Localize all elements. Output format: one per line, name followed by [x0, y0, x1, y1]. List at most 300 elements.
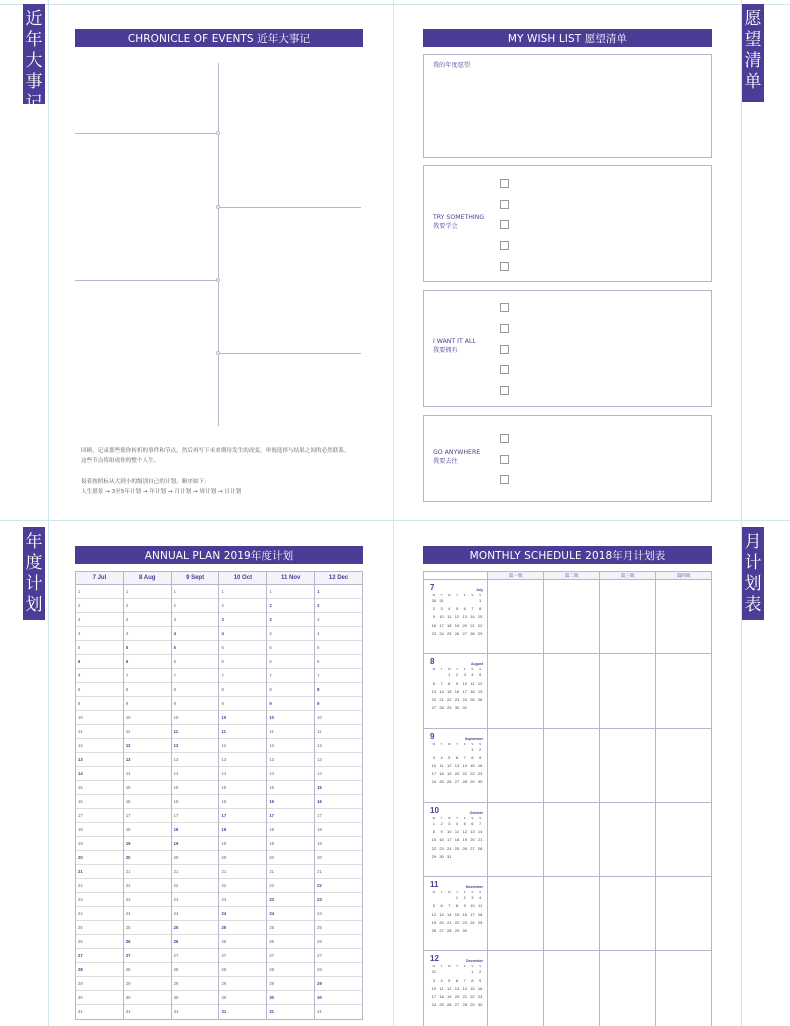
annual-day-cell[interactable]: 1: [219, 585, 266, 599]
annual-day-cell[interactable]: 27: [315, 949, 362, 963]
mini-calendar-month-number: 11: [430, 880, 439, 890]
annual-day-cell[interactable]: 25: [76, 921, 123, 935]
mini-calendar-day: [476, 853, 484, 861]
annual-day-cell[interactable]: 28: [315, 963, 362, 977]
week-cell[interactable]: [544, 580, 600, 653]
week-cell[interactable]: [600, 654, 656, 727]
annual-month-label: 7 Jul: [76, 572, 124, 584]
week-cell[interactable]: [544, 877, 600, 950]
annual-day-cell[interactable]: 13: [124, 753, 171, 767]
annual-day-cell[interactable]: 5: [315, 641, 362, 655]
mini-calendar-day: 28: [447, 928, 452, 933]
annual-day-cell[interactable]: 16: [76, 795, 123, 809]
annual-day-cell[interactable]: 4: [219, 627, 266, 641]
wish-section-en: I WANT IT ALL: [433, 338, 476, 345]
mini-calendar-month-name: September: [464, 736, 483, 741]
annual-day-cell[interactable]: 30: [267, 991, 314, 1005]
annual-day-cell[interactable]: 20: [124, 851, 171, 865]
annual-day-cell[interactable]: 31: [269, 1009, 274, 1014]
wish-checkbox[interactable]: [500, 386, 509, 395]
week-cell[interactable]: [544, 803, 600, 876]
annual-day-cell[interactable]: 25: [267, 921, 314, 935]
annual-day-cell[interactable]: 6: [172, 655, 219, 669]
week-cell[interactable]: [544, 654, 600, 727]
wish-checkbox[interactable]: [500, 434, 509, 443]
mini-calendar-day: 19: [447, 771, 452, 777]
mini-calendar: [424, 951, 488, 1025]
wish-section-zh: 我要去往: [433, 458, 458, 465]
mini-calendar-day: [469, 853, 477, 861]
annual-day-cell[interactable]: 2: [219, 599, 266, 613]
annual-day-cell[interactable]: 25: [124, 921, 171, 935]
annual-day-cell[interactable]: 28: [219, 963, 266, 977]
annual-day-cell[interactable]: 8: [172, 683, 219, 697]
annual-day-cell[interactable]: 7: [124, 669, 171, 683]
annual-day-cell[interactable]: 5: [219, 641, 266, 655]
week-cell[interactable]: [488, 803, 544, 876]
annual-day-cell[interactable]: 12: [315, 739, 362, 753]
annual-day-cell[interactable]: 22: [219, 879, 266, 893]
mini-calendar-day: 9: [463, 903, 466, 909]
annual-day-cell[interactable]: 1: [267, 585, 314, 599]
annual-day-cell[interactable]: 18: [315, 823, 362, 837]
annual-day-cell[interactable]: 30: [76, 991, 123, 1005]
annual-day-cell[interactable]: 13: [76, 753, 123, 767]
annual-day-cell[interactable]: 27: [124, 949, 171, 963]
mini-calendar-day: 6: [432, 680, 435, 686]
annual-day-cell[interactable]: 30: [219, 991, 266, 1005]
annual-day-cell[interactable]: 1: [76, 585, 123, 599]
annual-day-cell[interactable]: 21: [172, 865, 219, 879]
annual-day-cell[interactable]: 2: [76, 599, 123, 613]
annual-day-cell[interactable]: 15: [219, 781, 266, 795]
annual-day-cell[interactable]: 25: [172, 921, 219, 935]
annual-day-cell[interactable]: 11: [219, 725, 266, 739]
annual-day-cell[interactable]: 27: [76, 949, 123, 963]
annual-day-cell[interactable]: 7: [172, 669, 219, 683]
annual-day-cell[interactable]: 5: [76, 641, 123, 655]
annual-day-cell[interactable]: 20: [76, 851, 123, 865]
mini-calendar-day: 12: [462, 829, 467, 835]
mini-calendar-day: 12: [447, 985, 452, 991]
annual-day-cell[interactable]: 23: [315, 893, 362, 907]
week-cell[interactable]: [656, 877, 711, 950]
annual-day-cell[interactable]: 3: [267, 613, 314, 627]
mini-calendar-day: 3: [463, 672, 466, 678]
week-cell[interactable]: [600, 803, 656, 876]
annual-day-cell[interactable]: 30: [315, 991, 362, 1005]
annual-day-cell[interactable]: 12: [172, 739, 219, 753]
annual-day-cell[interactable]: 30: [124, 991, 171, 1005]
annual-day-cell[interactable]: 20: [172, 851, 219, 865]
annual-day-cell[interactable]: 10: [267, 711, 314, 725]
guide-line: [741, 0, 742, 1026]
mini-calendar-day: 22: [431, 845, 437, 851]
week-cell[interactable]: [600, 951, 656, 1025]
annual-day-cell[interactable]: 31: [221, 1009, 227, 1014]
annual-day-cell[interactable]: 13: [315, 753, 362, 767]
annual-day-cell[interactable]: 2: [172, 599, 219, 613]
weekday-label: W: [447, 890, 451, 895]
annual-day-cell[interactable]: 30: [172, 991, 219, 1005]
annual-day-cell[interactable]: 10: [219, 711, 266, 725]
annual-day-cell[interactable]: 24: [76, 907, 123, 921]
annual-day-cell[interactable]: 17: [76, 809, 123, 823]
annual-day-cell[interactable]: 26: [219, 935, 266, 949]
annual-day-cell[interactable]: 8: [219, 683, 266, 697]
annual-day-cell[interactable]: 11: [172, 725, 219, 739]
annual-day-cell[interactable]: 14: [76, 767, 123, 781]
annual-day-cell[interactable]: 17: [315, 809, 362, 823]
annual-day-cell[interactable]: 25: [219, 921, 266, 935]
tab-annual[interactable]: [23, 527, 45, 620]
weekday-label: F: [463, 593, 466, 597]
mini-calendar-day: 26: [447, 1002, 452, 1008]
mini-calendar-day: 26: [447, 779, 452, 785]
annual-day-cell[interactable]: 2: [267, 599, 314, 613]
annual-day-cell[interactable]: 17: [219, 809, 266, 823]
wish-checkbox[interactable]: [500, 262, 509, 271]
week-cell[interactable]: [656, 580, 711, 653]
wish-checkbox[interactable]: [500, 220, 509, 229]
wish-checkbox[interactable]: [500, 241, 509, 250]
wish-checkbox[interactable]: [500, 200, 509, 209]
annual-day-cell[interactable]: 11: [315, 725, 362, 739]
mini-calendar-day: 22: [470, 994, 475, 1000]
annual-day-cell[interactable]: 11: [76, 725, 123, 739]
weekday-label: W: [447, 741, 451, 746]
annual-day-cell[interactable]: 1: [124, 585, 171, 599]
annual-day-cell[interactable]: 19: [267, 837, 314, 851]
annual-day-cell[interactable]: 20: [267, 851, 314, 865]
annual-day-cell[interactable]: 21: [315, 865, 362, 879]
annual-day-cell[interactable]: 14: [219, 767, 266, 781]
annual-day-cell[interactable]: 3: [76, 613, 123, 627]
annual-day-cell[interactable]: 14: [267, 767, 314, 781]
wish-checkbox[interactable]: [500, 365, 509, 374]
weekday-label: F: [463, 890, 466, 895]
mini-calendar-day: 27: [454, 779, 460, 785]
annual-day-cell[interactable]: 16: [219, 795, 266, 809]
mini-calendar-day: 16: [431, 622, 437, 628]
annual-day-cell[interactable]: 14: [124, 767, 171, 781]
annual-day-cell[interactable]: 29: [219, 977, 266, 991]
annual-day-cell[interactable]: 7: [315, 669, 362, 683]
annual-day-cell[interactable]: 3: [219, 613, 266, 627]
annual-day-cell[interactable]: 18: [172, 823, 219, 837]
annual-day-cell[interactable]: 22: [172, 879, 219, 893]
annual-day-cell[interactable]: 17: [172, 809, 219, 823]
annual-day-cell[interactable]: 21: [267, 865, 314, 879]
tab-chronicle[interactable]: [23, 4, 45, 113]
week-cell[interactable]: [600, 729, 656, 802]
annual-day-cell[interactable]: 8: [315, 683, 362, 697]
annual-day-cell[interactable]: 7: [267, 669, 314, 683]
annual-day-cell[interactable]: 19: [315, 837, 362, 851]
annual-day-cell[interactable]: 26: [315, 935, 362, 949]
annual-day-cell[interactable]: 29: [124, 977, 171, 991]
annual-day-cell[interactable]: 5: [267, 641, 314, 655]
mini-calendar-day: 6: [471, 820, 474, 826]
annual-day-cell[interactable]: 3: [124, 613, 171, 627]
mini-calendar-day: 8: [432, 829, 435, 835]
annual-day-cell[interactable]: 12: [76, 739, 123, 753]
annual-day-cell[interactable]: 4: [76, 627, 123, 641]
annual-day-cell[interactable]: 19: [124, 837, 171, 851]
annual-day-cell[interactable]: 21: [76, 865, 123, 879]
mini-calendar-day: [438, 746, 446, 754]
wish-checkbox[interactable]: [500, 475, 509, 484]
annual-day-cell[interactable]: 22: [267, 879, 314, 893]
mini-calendar-days: [430, 968, 484, 1009]
week-cell[interactable]: [656, 729, 711, 802]
weekday-label: W: [447, 964, 451, 969]
chronicle-note-line: 接着按照标从大到小的级别自己的计划，顺序如下：: [81, 479, 210, 485]
annual-day-cell[interactable]: 16: [172, 795, 219, 809]
annual-day-cell[interactable]: 11: [124, 725, 171, 739]
annual-day-cell[interactable]: 31: [125, 1009, 131, 1014]
annual-day-cell[interactable]: 15: [124, 781, 171, 795]
annual-day-cell[interactable]: 15: [76, 781, 123, 795]
week-cell[interactable]: [656, 951, 711, 1025]
annual-day-cell[interactable]: 26: [76, 935, 123, 949]
annual-day-cell[interactable]: 27: [267, 949, 314, 963]
annual-day-cell[interactable]: 10: [124, 711, 171, 725]
annual-day-cell[interactable]: 10: [76, 711, 123, 725]
week-cell[interactable]: [544, 729, 600, 802]
annual-day-cell[interactable]: 10: [315, 711, 362, 725]
annual-day-cell[interactable]: 7: [76, 669, 123, 683]
mini-calendar-day: [461, 597, 469, 605]
annual-day-cell[interactable]: 11: [267, 725, 314, 739]
annual-day-cell[interactable]: 21: [219, 865, 266, 879]
mini-calendar-day: 30: [431, 598, 437, 603]
mini-calendar: [424, 729, 488, 802]
mini-calendar-day: 27: [454, 1002, 460, 1008]
annual-day-cell[interactable]: 28: [76, 963, 123, 977]
annual-day-cell[interactable]: 6: [219, 655, 266, 669]
week-header-blank: [424, 572, 488, 579]
annual-day-cell[interactable]: 9: [219, 697, 266, 711]
mini-calendar-day: 4: [479, 895, 482, 901]
mini-calendar-day: 27: [439, 928, 444, 933]
annual-day-cell[interactable]: 4: [172, 627, 219, 641]
annual-day-cell[interactable]: 24: [219, 907, 266, 921]
annual-day-cell[interactable]: 31: [78, 1009, 83, 1014]
annual-day-cell[interactable]: 29: [267, 977, 314, 991]
annual-day-cell[interactable]: 14: [172, 767, 219, 781]
wish-section-en: GO ANYWHERE: [433, 449, 481, 456]
annual-day-cell[interactable]: 14: [315, 767, 362, 781]
mini-calendar-day: [453, 853, 461, 861]
wish-checkbox[interactable]: [500, 179, 509, 188]
weekday-label: T: [440, 964, 443, 969]
timeline-branch: [75, 280, 218, 281]
week-cell[interactable]: [600, 580, 656, 653]
annual-day-cell[interactable]: 24: [172, 907, 219, 921]
side-tab-char: 计: [744, 553, 762, 573]
annual-day-cell[interactable]: 23: [267, 893, 314, 907]
annual-day-cell[interactable]: 6: [267, 655, 314, 669]
mini-calendar-day: 18: [477, 911, 483, 917]
annual-day-cell[interactable]: 29: [172, 977, 219, 991]
annual-day-cell[interactable]: 29: [76, 977, 123, 991]
annual-day-cell[interactable]: 13: [172, 753, 219, 767]
annual-day-cell[interactable]: 9: [76, 697, 123, 711]
annual-day-cell[interactable]: 16: [315, 795, 362, 809]
annual-day-cell[interactable]: 13: [219, 753, 266, 767]
annual-day-cell[interactable]: 24: [124, 907, 171, 921]
mini-calendar-day: 6: [455, 754, 459, 760]
annual-day-cell[interactable]: 16: [124, 795, 171, 809]
annual-day-cell[interactable]: 24: [315, 907, 362, 921]
annual-day-cell[interactable]: 23: [219, 893, 266, 907]
annual-day-cell[interactable]: 26: [172, 935, 219, 949]
annual-day-cell[interactable]: 20: [315, 851, 362, 865]
annual-day-cell[interactable]: 27: [172, 949, 219, 963]
annual-day-cell[interactable]: 15: [267, 781, 314, 795]
mini-calendar-day: 18: [470, 688, 475, 694]
annual-day-cell[interactable]: 31: [173, 1009, 179, 1014]
annual-day-cell[interactable]: 4: [267, 627, 314, 641]
mini-calendar-day: 20: [454, 771, 460, 777]
mini-calendar-day: 2: [479, 746, 482, 752]
wish-checkbox[interactable]: [500, 345, 509, 354]
annual-day-cell[interactable]: 24: [267, 907, 314, 921]
wish-checkbox[interactable]: [500, 324, 509, 333]
annual-day-cell[interactable]: 19: [219, 837, 266, 851]
annual-day-cell[interactable]: 7: [219, 669, 266, 683]
annual-day-cell[interactable]: 6: [76, 655, 123, 669]
week-cell[interactable]: [488, 654, 544, 727]
annual-day-cell[interactable]: 29: [315, 977, 362, 991]
wish-checkbox[interactable]: [500, 455, 509, 464]
annual-day-cell[interactable]: 28: [172, 963, 219, 977]
annual-day-cell[interactable]: 22: [76, 879, 123, 893]
yearly-wish-box[interactable]: [423, 54, 712, 158]
annual-day-cell[interactable]: 19: [172, 837, 219, 851]
annual-month-label: 9 Sept: [172, 572, 220, 584]
annual-day-cell[interactable]: 9: [267, 697, 314, 711]
week-cell[interactable]: [488, 580, 544, 653]
annual-day-cell[interactable]: 3: [172, 613, 219, 627]
mini-calendar-day: 2: [479, 969, 482, 975]
annual-day-cell[interactable]: 10: [172, 711, 219, 725]
annual-day-cell[interactable]: 28: [124, 963, 171, 977]
annual-day-cell[interactable]: 13: [267, 753, 314, 767]
annual-day-cell[interactable]: 9: [124, 697, 171, 711]
annual-day-cell[interactable]: 8: [267, 683, 314, 697]
mini-calendar-day: 15: [431, 837, 437, 843]
mini-calendar-month-name: October: [469, 810, 483, 815]
annual-day-cell[interactable]: 8: [76, 683, 123, 697]
annual-day-cell[interactable]: 22: [315, 879, 362, 893]
mini-calendar-day: [453, 597, 461, 605]
annual-day-cell[interactable]: 26: [124, 935, 171, 949]
week-label: 第四周: [656, 572, 711, 579]
annual-day-cell[interactable]: 4: [315, 627, 362, 641]
annual-day-cell[interactable]: 6: [124, 655, 171, 669]
annual-day-cell[interactable]: 23: [172, 893, 219, 907]
annual-day-cell[interactable]: 16: [267, 795, 314, 809]
weekday-label: S: [471, 815, 474, 820]
week-label: 第三周: [600, 572, 656, 579]
annual-day-cell[interactable]: 5: [124, 641, 171, 655]
annual-day-cell[interactable]: 6: [315, 655, 362, 669]
week-cell[interactable]: [656, 803, 711, 876]
week-cell[interactable]: [544, 951, 600, 1025]
annual-day-cell[interactable]: 17: [267, 809, 314, 823]
annual-day-cell[interactable]: 26: [267, 935, 314, 949]
mini-calendar-day: 5: [463, 820, 466, 826]
annual-day-cell[interactable]: 21: [124, 865, 171, 879]
yearly-wish-label: 我的年度愿望: [433, 62, 471, 69]
weekday-label: S: [479, 964, 482, 969]
annual-day-cell[interactable]: 28: [267, 963, 314, 977]
annual-day-cell[interactable]: 15: [172, 781, 219, 795]
annual-day-cell[interactable]: 1: [172, 585, 219, 599]
week-cell[interactable]: [488, 729, 544, 802]
tab-monthly[interactable]: [742, 527, 764, 620]
annual-day-cell[interactable]: 22: [124, 879, 171, 893]
annual-day-cell[interactable]: 9: [315, 697, 362, 711]
annual-day-cell[interactable]: 3: [315, 613, 362, 627]
annual-day-cell[interactable]: 19: [76, 837, 123, 851]
week-cell[interactable]: [600, 877, 656, 950]
mini-calendar-day: 7: [471, 606, 474, 612]
annual-day-cell[interactable]: 4: [124, 627, 171, 641]
annual-day-cell[interactable]: 5: [172, 641, 219, 655]
week-cell[interactable]: [488, 877, 544, 950]
annual-day-cell[interactable]: 20: [219, 851, 266, 865]
annual-day-cell[interactable]: 23: [124, 893, 171, 907]
wish-checkbox[interactable]: [500, 303, 509, 312]
annual-day-cell[interactable]: 8: [124, 683, 171, 697]
mini-calendar-day: [469, 927, 477, 935]
annual-day-cell[interactable]: 2: [124, 599, 171, 613]
annual-day-cell[interactable]: 18: [219, 823, 266, 837]
annual-day-cell[interactable]: 31: [317, 1009, 322, 1014]
annual-day-cell[interactable]: 27: [219, 949, 266, 963]
annual-day-cell[interactable]: 1: [315, 585, 362, 599]
annual-day-cell[interactable]: 12: [124, 739, 171, 753]
mini-calendar-day: 24: [431, 779, 437, 785]
wish-section-go: [423, 415, 712, 502]
annual-day-cell[interactable]: 12: [219, 739, 266, 753]
annual-day-cell[interactable]: 9: [172, 697, 219, 711]
month-row: [424, 951, 711, 1025]
monthly-body: [424, 580, 711, 1026]
annual-day-cell[interactable]: 23: [76, 893, 123, 907]
mini-calendar-day: 22: [454, 919, 460, 925]
annual-day-cell[interactable]: 15: [315, 781, 362, 795]
annual-day-cell[interactable]: 25: [315, 921, 362, 935]
annual-day-cell[interactable]: 18: [124, 823, 171, 837]
guide-line: [393, 0, 394, 1026]
mini-calendar-day: 2: [432, 606, 435, 612]
annual-day-cell[interactable]: 18: [267, 823, 314, 837]
mini-calendar-day: 26: [477, 696, 483, 702]
annual-day-cell[interactable]: 12: [267, 739, 314, 753]
guide-line: [0, 4, 790, 5]
week-cell[interactable]: [488, 951, 544, 1025]
week-cell[interactable]: [656, 654, 711, 727]
annual-day-cell[interactable]: 17: [124, 809, 171, 823]
annual-day-cell[interactable]: 2: [315, 599, 362, 613]
annual-day-cell[interactable]: 18: [76, 823, 123, 837]
tab-wishlist[interactable]: [742, 4, 764, 102]
wishlist-title: MY WISH LIST 愿望清单: [423, 29, 712, 47]
